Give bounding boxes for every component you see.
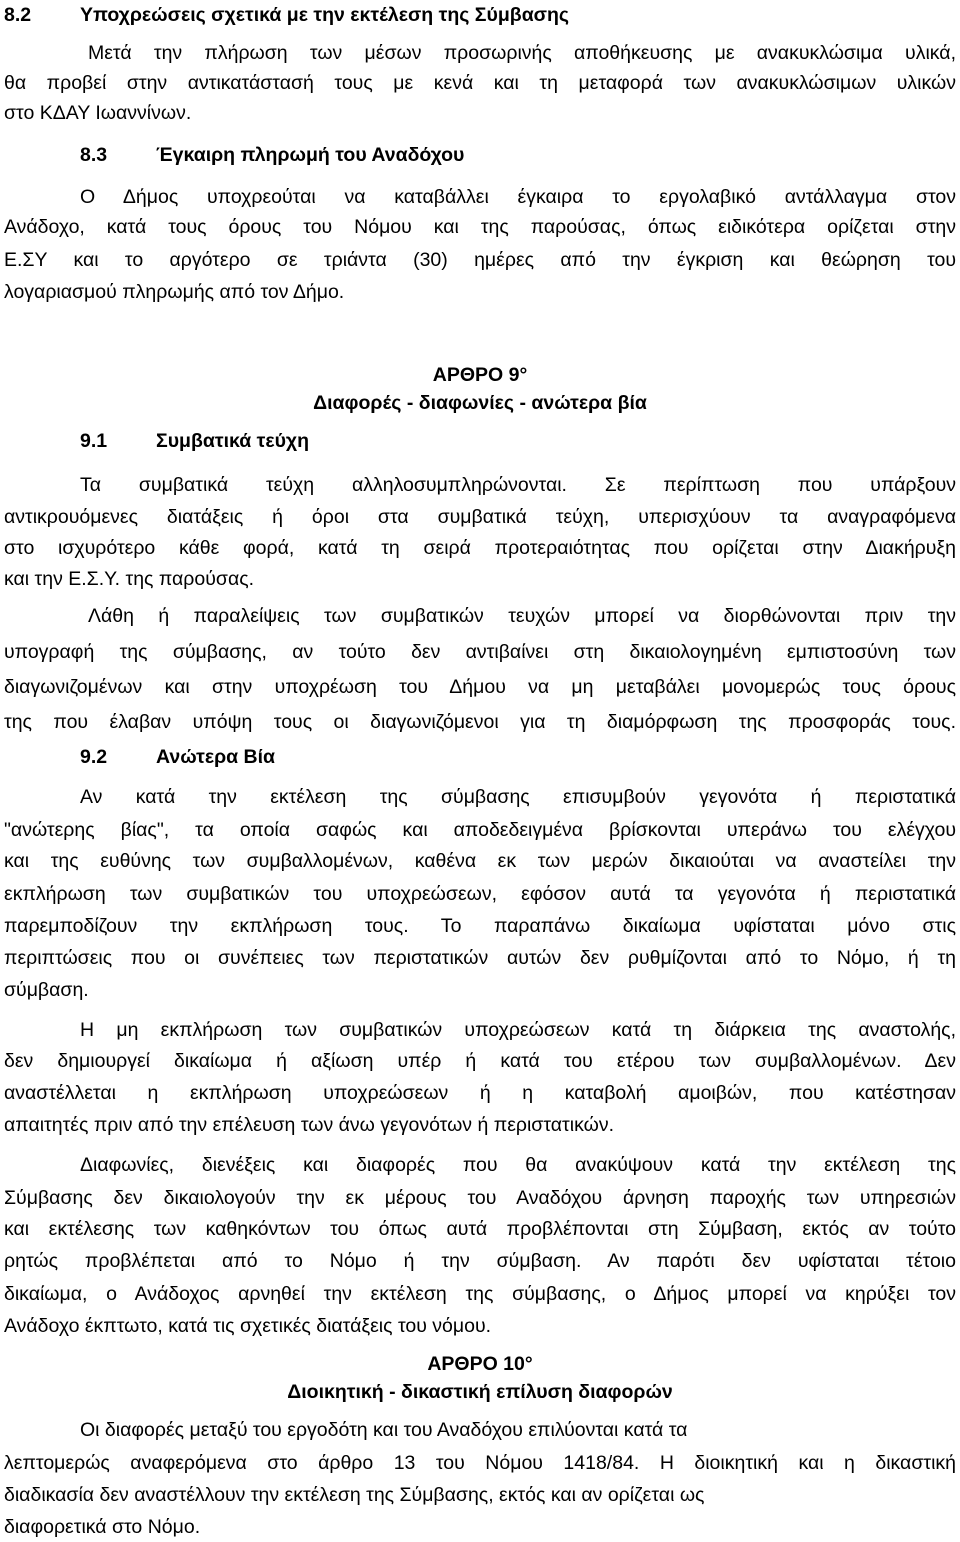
paragraph-line: Αν κατά την εκτέλεση της σύμβασης επισυμβούν γεγονότα ή περιστατικά <box>80 786 956 808</box>
article-10-subtitle: Διοικητική - δικαστική επίλυση διαφορών <box>287 1381 673 1403</box>
paragraph-line: σύμβαση. <box>4 979 89 1001</box>
paragraph-line: θα προβεί στην αντικατάστασή τους με κενά και τη μεταφορά των ανακυκλώσιμων υλικών <box>4 72 956 94</box>
section-number: 9.1 <box>80 430 108 452</box>
paragraph-line: απαιτητές πριν από την επέλευση των άνω γεγονότων ή περιστατικών. <box>4 1114 614 1136</box>
paragraph-line: Λάθη ή παραλείψεις των συμβατικών τευχών μπορεί να διορθώνονται πριν την <box>88 605 956 627</box>
paragraph-line: ρητώς προβλέπεται από το Νόμο ή την σύμβαση. Αν παρότι δεν υφίσταται τέτοιο <box>4 1250 956 1272</box>
paragraph-line: Μετά την πλήρωση των μέσων προσωρινής αποθήκευσης με ανακυκλώσιμα υλικά, <box>88 42 956 64</box>
paragraph-line: στο ισχυρότερο κάθε φορά, κατά τη σειρά προτεραιότητας που ορίζεται στην Διακήρυξη <box>4 537 956 559</box>
paragraph-line: Ε.ΣΥ και το αργότερο σε τριάντα (30) ημέρες από την έγκριση και θεώρηση του <box>4 249 956 271</box>
paragraph-line: αναστέλλεται η εκπλήρωση υποχρεώσεων ή η καταβολή αμοιβών, που κατέστησαν <box>4 1082 956 1104</box>
article-9-subtitle: Διαφορές - διαφωνίες - ανώτερα βία <box>313 392 647 414</box>
section-9-2-heading <box>80 742 960 772</box>
paragraph-line: Διαφωνίες, διενέξεις και διαφορές που θα ανακύψουν κατά την εκτέλεση της <box>80 1154 956 1176</box>
paragraph-line: Ανάδοχο, κατά τους όρους του Νόμου και της παρούσας, όπως ειδικότερα ορίζεται στην <box>4 216 956 238</box>
paragraph-line: στο ΚΔΑΥ Ιωαννίνων. <box>4 102 192 124</box>
paragraph-line: Η μη εκπλήρωση των συμβατικών υποχρεώσεων κατά τη διάρκεια της αναστολής, <box>80 1019 956 1041</box>
paragraph-line: και εκτέλεσης των καθηκόντων του όπως αυτά προβλέπονται στη Σύμβαση, εκτός αν τούτο <box>4 1218 956 1240</box>
paragraph-line: και της ευθύνης των συμβαλλομένων, καθένα εκ των μερών δικαιούται να αναστείλει την <box>4 850 956 872</box>
paragraph-line: δεν δημιουργεί δικαίωμα ή αξίωση υπέρ ή κατά του ετέρου των συμβαλλομένων. Δεν <box>4 1050 956 1072</box>
section-9-1-heading <box>80 426 960 456</box>
paragraph-line: λεπτομερώς αναφερόμενα στο άρθρο 13 του Νόμου 1418/84. Η διοικητική και η δικαστική <box>4 1452 956 1474</box>
paragraph-line: και την Ε.Σ.Υ. της παρούσας. <box>4 568 255 590</box>
paragraph-line: διαγωνιζομένων και στην υποχρέωση του Δήμου να μη μεταβάλει μονομερώς τους όρους <box>4 676 956 698</box>
section-8-3-heading <box>80 140 960 170</box>
section-8-2-heading <box>4 0 956 30</box>
paragraph-line: δικαίωμα, ο Ανάδοχος αρνηθεί την εκτέλεση της σύμβασης, ο Δήμος μπορεί να κηρύξει τον <box>4 1283 956 1305</box>
paragraph-line: διαφορετικά στο Νόμο. <box>4 1516 201 1538</box>
paragraph-line: Ανάδοχο έκπτωτο, κατά τις σχετικές διατάξεις του νόμου. <box>4 1315 492 1337</box>
paragraph-line: Ο Δήμος υποχρεούται να καταβάλλει έγκαιρα το εργολαβικό αντάλλαγμα στον <box>80 186 956 208</box>
paragraph-line: παρεμποδίζουν την εκπλήρωση τους. Το παραπάνω δικαίωμα υφίσταται μόνο στις <box>4 915 956 937</box>
paragraph-line: λογαριασμού πληρωμής από τον Δήμο. <box>4 281 345 303</box>
section-title: Έγκαιρη πληρωμή του Αναδόχου <box>156 144 465 166</box>
paragraph-line: της που έλαβαν υπόψη τους οι διαγωνιζόμενοι για τη διαμόρφωση της προσφοράς τους. <box>4 711 956 733</box>
section-number: 8.2 <box>4 4 32 26</box>
paragraph-line: υπογραφή της σύμβασης, αν τούτο δεν αντιβαίνει στη δικαιολογημένη εμπιστοσύνη των <box>4 641 956 663</box>
article-9-heading: ΑΡΘΡΟ 9° <box>432 364 528 386</box>
article-10-heading: ΑΡΘΡΟ 10° <box>427 1353 533 1375</box>
paragraph-line: περιπτώσεις που οι συνέπειες των περιστατικών αυτών δεν ρυθμίζονται από το Νόμο, ή τη <box>4 947 956 969</box>
section-number: 8.3 <box>80 144 108 166</box>
section-title: Ανώτερα Βία <box>156 746 276 768</box>
section-title: Συμβατικά τεύχη <box>156 430 310 452</box>
paragraph-line: αντικρουόμενες διατάξεις ή όροι στα συμβατικά τεύχη, υπερισχύουν τα αναγραφόμενα <box>4 506 956 528</box>
paragraph-line: Σύμβασης δεν δικαιολογούν την εκ μέρους του Αναδόχου άρνηση παροχής των υπηρεσιών <box>4 1187 956 1209</box>
paragraph-line: διαδικασία δεν αναστέλλουν την εκτέλεση της Σύμβασης, εκτός και αν ορίζεται ως <box>4 1484 705 1506</box>
section-number: 9.2 <box>80 746 108 768</box>
paragraph-line: "ανώτερης βίας", τα οποία σαφώς και αποδεδειγμένα βρίσκονται υπεράνω του ελέγχου <box>4 819 956 841</box>
paragraph-line: Οι διαφορές μεταξύ του εργοδότη και του Αναδόχου επιλύονται κατά τα <box>80 1419 688 1441</box>
section-title: Υποχρεώσεις σχετικά με την εκτέλεση της Σύμβασης <box>80 4 570 26</box>
paragraph-line: Τα συμβατικά τεύχη αλληλοσυμπληρώνονται. Σε περίπτωση που υπάρξουν <box>80 474 956 496</box>
paragraph-line: εκπλήρωση των συμβατικών του υποχρεώσεων, εφόσον αυτά τα γεγονότα ή περιστατικά <box>4 883 956 905</box>
